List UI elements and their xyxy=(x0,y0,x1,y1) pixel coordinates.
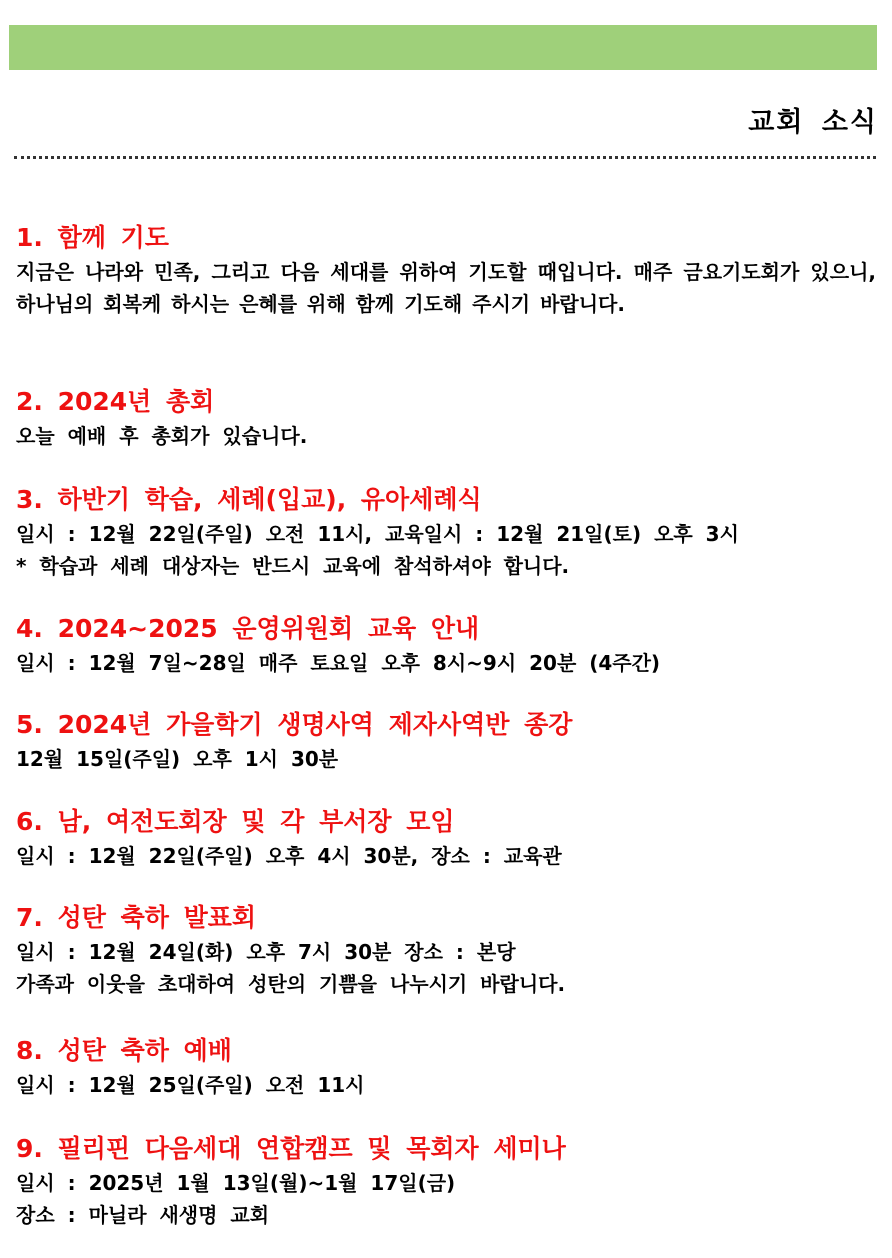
header-bar xyxy=(9,25,877,70)
news-item-5 xyxy=(16,709,878,775)
news-item-6 xyxy=(16,806,878,872)
news-item-heading: 8. 성탄 축하 예배 xyxy=(16,1036,232,1065)
news-item-line: 오늘 예배 후 총회가 있습니다. xyxy=(16,424,308,448)
news-item-1 xyxy=(16,222,878,320)
page-title: 교회 소식 xyxy=(748,107,878,138)
news-item-line: 일시 : 12월 24일(화) 오후 7시 30분 장소 : 본당 xyxy=(16,940,516,964)
news-item-8 xyxy=(16,1035,878,1101)
news-item-line: 12월 15일(주일) 오후 1시 30분 xyxy=(16,747,339,771)
divider xyxy=(14,156,876,159)
news-item-heading: 2. 2024년 총회 xyxy=(16,387,215,416)
news-item-line: 일시 : 12월 22일(주일) 오후 4시 30분, 장소 : 교육관 xyxy=(16,844,562,868)
news-item-line: 가족과 이웃을 초대하여 성탄의 기쁨을 나누시기 바랍니다. xyxy=(16,972,566,996)
news-item-line: 일시 : 12월 7일~28일 매주 토요일 오후 8시~9시 20분 (4주간) xyxy=(16,651,661,675)
news-item-line: * 학습과 세례 대상자는 반드시 교육에 참석하셔야 합니다. xyxy=(16,554,570,578)
news-item-line: 일시 : 2025년 1월 13일(월)~1월 17일(금) xyxy=(16,1171,456,1195)
news-item-heading: 1. 함께 기도 xyxy=(16,223,169,252)
news-item-heading: 9. 필리핀 다음세대 연합캠프 및 목회자 세미나 xyxy=(16,1134,566,1163)
news-item-line: 일시 : 12월 25일(주일) 오전 11시 xyxy=(16,1073,365,1097)
news-item-paragraph: 지금은 나라와 민족, 그리고 다음 세대를 위하여 기도할 때입니다. 매주 금요기도회가 있으니, 하나님의 회복케 하시는 은혜를 위해 함께 기도해 주시기 바랍니다. xyxy=(16,260,876,316)
news-item-heading: 3. 하반기 학습, 세례(입교), 유아세례식 xyxy=(16,485,482,514)
news-item-heading: 5. 2024년 가을학기 생명사역 제자사역반 종강 xyxy=(16,710,573,739)
news-item-3 xyxy=(16,484,878,582)
news-item-heading: 4. 2024~2025 운영위원회 교육 안내 xyxy=(16,614,480,643)
news-item-heading: 6. 남, 여전도회장 및 각 부서장 모임 xyxy=(16,807,455,836)
news-item-line: 장소 : 마닐라 새생명 교회 xyxy=(16,1203,270,1227)
news-item-heading: 7. 성탄 축하 발표회 xyxy=(16,903,257,932)
news-item-line: 일시 : 12월 22일(주일) 오전 11시, 교육일시 : 12월 21일(토) 오후 3시 xyxy=(16,522,739,546)
news-item-9 xyxy=(16,1133,878,1231)
news-item-2 xyxy=(16,386,878,452)
news-item-4 xyxy=(16,613,878,679)
news-item-7 xyxy=(16,902,878,1000)
